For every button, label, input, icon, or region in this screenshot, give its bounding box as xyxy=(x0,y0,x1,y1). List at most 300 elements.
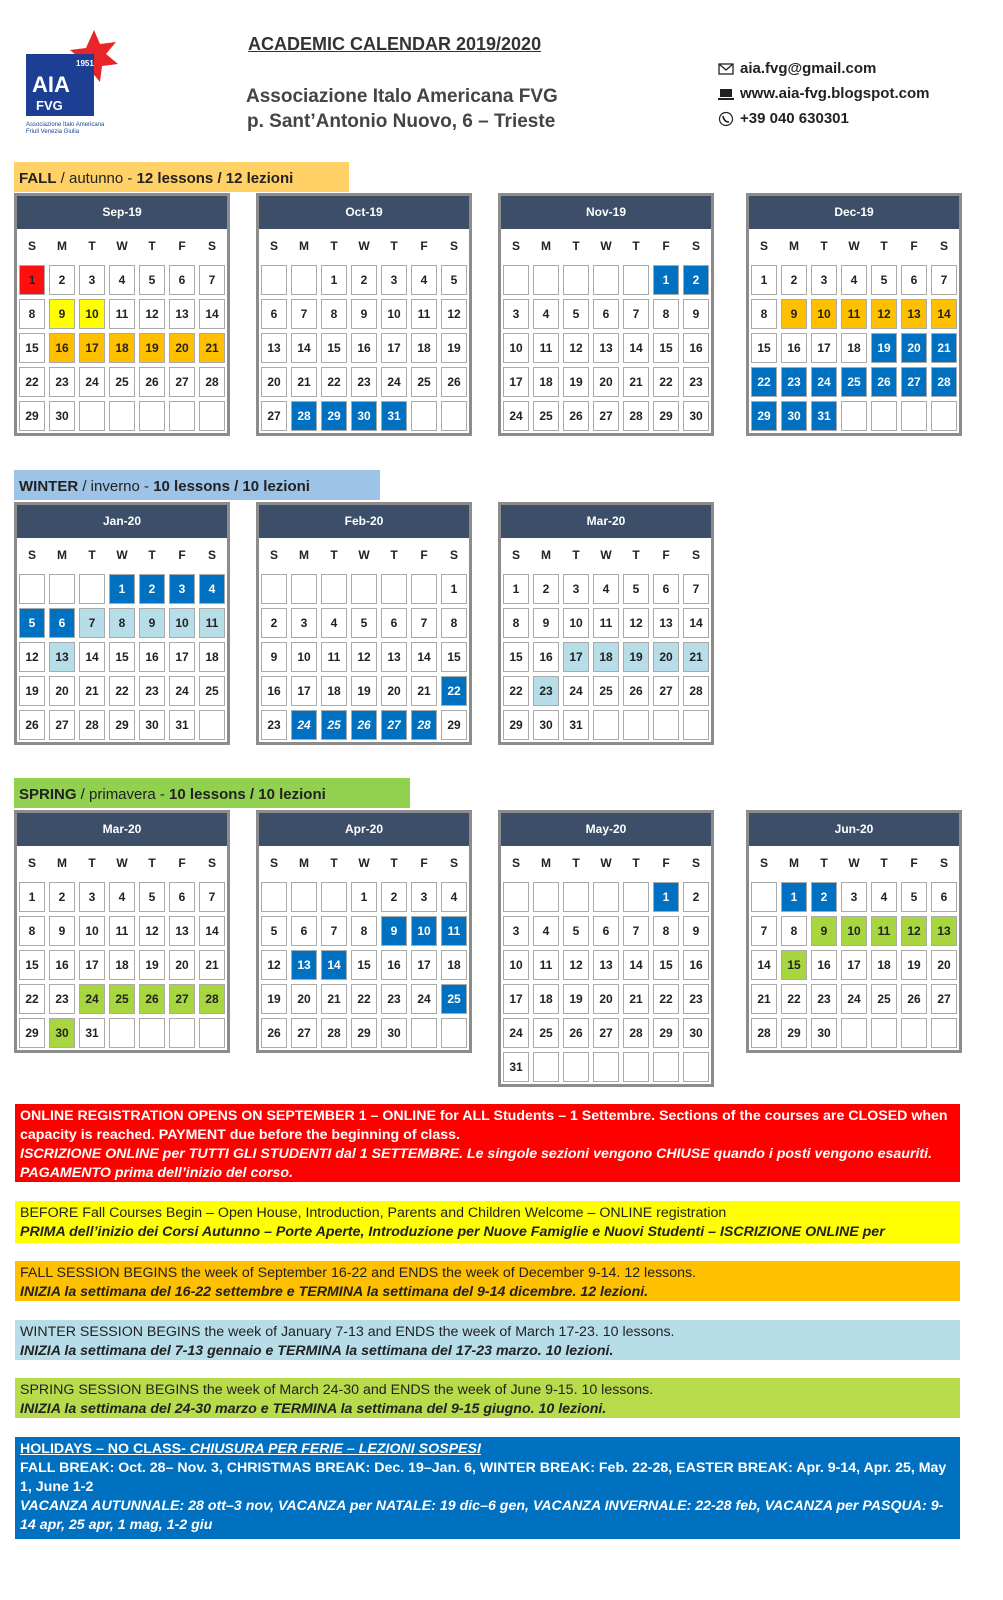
season-bar-spring: SPRING / primavera - 10 lessons / 10 lezioni xyxy=(14,778,410,808)
day-cell: 31 xyxy=(379,399,409,433)
envelope-icon xyxy=(718,61,734,77)
day-of-week-header: S xyxy=(759,239,768,253)
day-cell: 2 xyxy=(259,606,289,640)
day-cell: 28 xyxy=(929,365,959,399)
day-cell: 23 xyxy=(379,982,409,1016)
day-of-week-header: T xyxy=(632,239,640,253)
day-cell: 8 xyxy=(651,297,681,331)
day-cell: 1 xyxy=(319,263,349,297)
day-cell: 19 xyxy=(17,674,47,708)
day-cell: 12 xyxy=(899,914,929,948)
empty-day-cell xyxy=(531,263,561,297)
month-table-mar-20 xyxy=(498,502,714,745)
day-cell: 26 xyxy=(349,708,379,742)
empty-day-cell xyxy=(839,1016,869,1050)
day-cell: 12 xyxy=(137,297,167,331)
day-of-week-header: T xyxy=(148,239,156,253)
day-of-week-header: T xyxy=(330,548,338,562)
day-cell: 16 xyxy=(259,674,289,708)
day-cell: 4 xyxy=(869,880,899,914)
empty-day-cell xyxy=(899,1016,929,1050)
day-cell: 5 xyxy=(899,880,929,914)
day-of-week-header: M xyxy=(57,856,67,870)
day-cell: 18 xyxy=(869,948,899,982)
day-cell: 27 xyxy=(47,708,77,742)
day-cell: 17 xyxy=(167,640,197,674)
day-cell: 21 xyxy=(621,365,651,399)
day-of-week-header: M xyxy=(541,856,551,870)
day-cell: 7 xyxy=(621,914,651,948)
day-cell: 4 xyxy=(409,263,439,297)
day-of-week-header: T xyxy=(632,548,640,562)
day-cell: 30 xyxy=(809,1016,839,1050)
svg-text:Friuli Venezia Giulia: Friuli Venezia Giulia xyxy=(26,129,80,134)
day-cell: 26 xyxy=(869,365,899,399)
day-cell: 23 xyxy=(681,365,711,399)
empty-day-cell xyxy=(621,880,651,914)
day-cell: 21 xyxy=(197,331,227,365)
empty-day-cell xyxy=(167,1016,197,1050)
day-cell: 11 xyxy=(197,606,227,640)
day-cell: 5 xyxy=(349,606,379,640)
day-of-week-header: S xyxy=(449,856,458,870)
day-of-week-header: S xyxy=(691,856,700,870)
day-cell: 17 xyxy=(77,331,107,365)
day-cell: 9 xyxy=(379,914,409,948)
day-cell: 15 xyxy=(17,948,47,982)
day-cell: 23 xyxy=(779,365,809,399)
day-cell: 4 xyxy=(839,263,869,297)
day-cell: 17 xyxy=(289,674,319,708)
day-of-week-header: T xyxy=(390,548,398,562)
day-cell: 7 xyxy=(197,263,227,297)
empty-day-cell xyxy=(869,399,899,433)
day-cell: 17 xyxy=(379,331,409,365)
empty-day-cell xyxy=(531,1050,561,1084)
day-cell: 15 xyxy=(651,948,681,982)
day-cell: 27 xyxy=(167,982,197,1016)
day-cell: 10 xyxy=(409,914,439,948)
month-title: Oct-19 xyxy=(259,196,469,229)
day-cell: 12 xyxy=(137,914,167,948)
day-cell: 2 xyxy=(47,263,77,297)
day-cell: 21 xyxy=(749,982,779,1016)
day-cell: 27 xyxy=(167,365,197,399)
day-of-week-header: T xyxy=(330,239,338,253)
day-of-week-header: F xyxy=(910,856,918,870)
note-registration-it: ISCRIZIONE ONLINE per TUTTI GLI STUDENTI dal 1 SETTEMBRE. Le singole sezioni vengono CHIUSE quando i posti vengono esauriti. PAGAMENTO prima dell’inizio del corso. xyxy=(20,1146,933,1181)
day-cell: 6 xyxy=(289,914,319,948)
day-cell: 8 xyxy=(439,606,469,640)
day-cell: 14 xyxy=(681,606,711,640)
day-cell: 21 xyxy=(681,640,711,674)
day-cell: 27 xyxy=(259,399,289,433)
day-cell: 15 xyxy=(501,640,531,674)
day-cell: 8 xyxy=(17,297,47,331)
empty-day-cell xyxy=(77,572,107,606)
day-cell: 9 xyxy=(47,914,77,948)
day-cell: 28 xyxy=(197,982,227,1016)
day-cell: 20 xyxy=(167,948,197,982)
empty-day-cell xyxy=(561,263,591,297)
month-table-oct-19 xyxy=(256,193,472,436)
day-cell: 7 xyxy=(929,263,959,297)
day-cell: 21 xyxy=(929,331,959,365)
day-cell: 7 xyxy=(749,914,779,948)
empty-day-cell xyxy=(651,708,681,742)
day-cell: 9 xyxy=(137,606,167,640)
month-title: Mar-20 xyxy=(17,813,227,846)
day-cell: 29 xyxy=(17,399,47,433)
note-fall-session-it: INIZIA la settimana del 16-22 settembre e TERMINA la settimana del 9-14 dicembre. 12 lezioni. xyxy=(20,1284,649,1300)
month-title: Dec-19 xyxy=(749,196,959,229)
empty-day-cell xyxy=(439,1016,469,1050)
day-cell: 30 xyxy=(137,708,167,742)
day-cell: 24 xyxy=(501,399,531,433)
page-title: ACADEMIC CALENDAR 2019/2020 xyxy=(248,34,542,54)
day-cell: 8 xyxy=(749,297,779,331)
day-cell: 30 xyxy=(47,1016,77,1050)
day-of-week-header: F xyxy=(420,548,428,562)
day-cell: 22 xyxy=(17,365,47,399)
day-cell: 11 xyxy=(839,297,869,331)
day-cell: 28 xyxy=(681,674,711,708)
day-cell: 20 xyxy=(651,640,681,674)
day-cell: 4 xyxy=(319,606,349,640)
day-of-week-header: T xyxy=(390,239,398,253)
contact-email[interactable] xyxy=(718,60,876,77)
day-cell: 3 xyxy=(77,263,107,297)
day-of-week-header: S xyxy=(27,239,36,253)
day-cell: 14 xyxy=(929,297,959,331)
day-cell: 13 xyxy=(899,297,929,331)
day-cell: 10 xyxy=(839,914,869,948)
day-cell: 27 xyxy=(289,1016,319,1050)
day-of-week-header: F xyxy=(178,548,186,562)
day-of-week-header: W xyxy=(358,239,370,253)
day-cell: 19 xyxy=(561,365,591,399)
empty-day-cell xyxy=(107,1016,137,1050)
contact-phone[interactable] xyxy=(718,110,849,127)
day-cell: 16 xyxy=(379,948,409,982)
day-cell: 20 xyxy=(167,331,197,365)
day-cell: 4 xyxy=(531,914,561,948)
empty-day-cell xyxy=(409,399,439,433)
day-cell: 28 xyxy=(77,708,107,742)
empty-day-cell xyxy=(409,572,439,606)
day-of-week-header: T xyxy=(572,548,580,562)
month-title: Mar-20 xyxy=(501,505,711,538)
email-text: aia.fvg@gmail.com xyxy=(740,60,877,77)
day-cell: 20 xyxy=(899,331,929,365)
day-cell: 4 xyxy=(531,297,561,331)
day-cell: 5 xyxy=(561,297,591,331)
day-cell: 23 xyxy=(349,365,379,399)
day-cell: 25 xyxy=(197,674,227,708)
day-cell: 7 xyxy=(409,606,439,640)
day-cell: 25 xyxy=(107,365,137,399)
day-of-week-header: T xyxy=(390,856,398,870)
day-cell: 1 xyxy=(17,263,47,297)
day-cell: 11 xyxy=(319,640,349,674)
day-of-week-header: T xyxy=(820,239,828,253)
day-of-week-header: T xyxy=(632,856,640,870)
day-cell: 15 xyxy=(17,331,47,365)
day-of-week-header: M xyxy=(789,856,799,870)
day-of-week-header: F xyxy=(178,239,186,253)
day-cell: 7 xyxy=(77,606,107,640)
holidays-en: FALL BREAK: Oct. 28– Nov. 3, CHRISTMAS BREAK: Dec. 19–Jan. 6, WINTER BREAK: Feb. 22-28, EASTER BREAK: Apr. 9-14, Apr. 25, May 1, June 1-2 xyxy=(20,1460,947,1495)
day-cell: 27 xyxy=(929,982,959,1016)
month-table-feb-20 xyxy=(256,502,472,745)
svg-text:AIA: AIA xyxy=(32,72,70,97)
empty-day-cell xyxy=(681,1050,711,1084)
day-of-week-header: W xyxy=(116,239,128,253)
day-cell: 3 xyxy=(501,914,531,948)
day-cell: 4 xyxy=(591,572,621,606)
day-cell: 22 xyxy=(439,674,469,708)
day-cell: 17 xyxy=(501,982,531,1016)
month-title: Feb-20 xyxy=(259,505,469,538)
day-cell: 2 xyxy=(47,880,77,914)
day-cell: 20 xyxy=(259,365,289,399)
day-cell: 30 xyxy=(681,399,711,433)
day-cell: 26 xyxy=(137,982,167,1016)
day-cell: 1 xyxy=(501,572,531,606)
day-cell: 4 xyxy=(197,572,227,606)
day-cell: 18 xyxy=(531,365,561,399)
day-cell: 25 xyxy=(869,982,899,1016)
note-fall-session-en: FALL SESSION BEGINS the week of September 16-22 and ENDS the week of December 9-14. 12 lessons. xyxy=(20,1265,697,1281)
note-spring-session xyxy=(15,1378,960,1418)
day-cell: 8 xyxy=(349,914,379,948)
empty-day-cell xyxy=(591,263,621,297)
day-cell: 16 xyxy=(137,640,167,674)
day-cell: 29 xyxy=(349,1016,379,1050)
note-open-house xyxy=(15,1201,960,1243)
day-cell: 10 xyxy=(77,914,107,948)
day-cell: 11 xyxy=(531,948,561,982)
day-of-week-header: M xyxy=(541,239,551,253)
contact-website[interactable] xyxy=(718,85,929,102)
day-cell: 1 xyxy=(349,880,379,914)
month-title: Nov-19 xyxy=(501,196,711,229)
day-cell: 30 xyxy=(349,399,379,433)
day-cell: 23 xyxy=(259,708,289,742)
day-cell: 1 xyxy=(749,263,779,297)
day-cell: 15 xyxy=(439,640,469,674)
day-cell: 12 xyxy=(349,640,379,674)
day-cell: 29 xyxy=(107,708,137,742)
day-of-week-header: S xyxy=(691,548,700,562)
note-winter-session-it: INIZIA la settimana del 7-13 gennaio e TERMINA la settimana del 17-23 marzo. 10 lezioni. xyxy=(20,1343,614,1359)
day-of-week-header: M xyxy=(57,548,67,562)
day-cell: 16 xyxy=(47,331,77,365)
day-of-week-header: M xyxy=(57,239,67,253)
day-of-week-header: W xyxy=(600,548,612,562)
day-of-week-header: W xyxy=(848,856,860,870)
day-cell: 25 xyxy=(531,399,561,433)
day-cell: 31 xyxy=(561,708,591,742)
note-open-house-en: BEFORE Fall Courses Begin – Open House, Introduction, Parents and Children Welcome – ONLINE registration xyxy=(20,1205,727,1221)
day-cell: 5 xyxy=(137,263,167,297)
note-registration xyxy=(15,1104,960,1182)
day-cell: 29 xyxy=(779,1016,809,1050)
day-cell: 19 xyxy=(349,674,379,708)
holidays-it: VACANZA AUTUNNALE: 28 ott–3 nov, VACANZA per NATALE: 19 dic–6 gen, VACANZA INVERNALE: 22-28 feb, VACANZA per PASQUA: 9-14 apr, 25 apr, 1 mag, 1-2 giu xyxy=(20,1498,944,1533)
day-cell: 5 xyxy=(17,606,47,640)
day-cell: 29 xyxy=(749,399,779,433)
day-cell: 24 xyxy=(501,1016,531,1050)
phone-icon xyxy=(718,111,734,127)
day-of-week-header: T xyxy=(880,239,888,253)
day-cell: 19 xyxy=(899,948,929,982)
note-spring-session-en: SPRING SESSION BEGINS the week of March 24-30 and ENDS the week of June 9-15. 10 lessons. xyxy=(20,1382,654,1398)
day-of-week-header: S xyxy=(511,856,520,870)
day-cell: 6 xyxy=(167,263,197,297)
day-cell: 13 xyxy=(929,914,959,948)
day-cell: 1 xyxy=(107,572,137,606)
svg-text:FVG: FVG xyxy=(36,98,63,113)
day-of-week-header: T xyxy=(148,856,156,870)
day-cell: 15 xyxy=(107,640,137,674)
day-cell: 13 xyxy=(651,606,681,640)
day-cell: 25 xyxy=(439,982,469,1016)
day-cell: 31 xyxy=(77,1016,107,1050)
day-cell: 20 xyxy=(929,948,959,982)
day-cell: 23 xyxy=(809,982,839,1016)
day-cell: 19 xyxy=(621,640,651,674)
month-table-nov-19 xyxy=(498,193,714,436)
day-cell: 6 xyxy=(591,914,621,948)
day-cell: 24 xyxy=(809,365,839,399)
day-cell: 22 xyxy=(749,365,779,399)
day-cell: 9 xyxy=(681,297,711,331)
day-cell: 17 xyxy=(409,948,439,982)
day-cell: 12 xyxy=(869,297,899,331)
day-cell: 9 xyxy=(809,914,839,948)
day-cell: 23 xyxy=(137,674,167,708)
empty-day-cell xyxy=(17,572,47,606)
day-cell: 12 xyxy=(439,297,469,331)
empty-day-cell xyxy=(259,263,289,297)
day-cell: 8 xyxy=(319,297,349,331)
day-cell: 14 xyxy=(319,948,349,982)
day-cell: 16 xyxy=(809,948,839,982)
day-cell: 25 xyxy=(591,674,621,708)
day-cell: 13 xyxy=(289,948,319,982)
day-cell: 9 xyxy=(681,914,711,948)
empty-day-cell xyxy=(561,880,591,914)
note-holidays xyxy=(15,1437,960,1539)
day-cell: 3 xyxy=(77,880,107,914)
day-cell: 17 xyxy=(77,948,107,982)
empty-day-cell xyxy=(409,1016,439,1050)
day-cell: 9 xyxy=(349,297,379,331)
day-of-week-header: F xyxy=(662,239,670,253)
day-cell: 11 xyxy=(107,914,137,948)
empty-day-cell xyxy=(439,399,469,433)
day-of-week-header: M xyxy=(789,239,799,253)
day-cell: 12 xyxy=(17,640,47,674)
month-title: Jan-20 xyxy=(17,505,227,538)
day-cell: 24 xyxy=(379,365,409,399)
day-of-week-header: S xyxy=(269,856,278,870)
day-cell: 5 xyxy=(869,263,899,297)
day-cell: 10 xyxy=(501,331,531,365)
day-cell: 2 xyxy=(681,263,711,297)
day-cell: 28 xyxy=(621,399,651,433)
day-of-week-header: F xyxy=(420,239,428,253)
note-registration-en: ONLINE REGISTRATION OPENS ON SEPTEMBER 1 – ONLINE for ALL Students – 1 Settembre. Sections of the courses are CLOSED when capacity is reached. PAYMENT due before the beginning of class. xyxy=(20,1108,948,1143)
empty-day-cell xyxy=(621,263,651,297)
day-cell: 21 xyxy=(289,365,319,399)
day-cell: 4 xyxy=(107,880,137,914)
day-of-week-header: T xyxy=(88,856,96,870)
day-cell: 15 xyxy=(749,331,779,365)
day-of-week-header: S xyxy=(207,856,216,870)
day-cell: 29 xyxy=(501,708,531,742)
month-table-may-20 xyxy=(498,810,714,1087)
day-cell: 18 xyxy=(409,331,439,365)
day-of-week-header: S xyxy=(207,239,216,253)
day-cell: 26 xyxy=(621,674,651,708)
day-cell: 1 xyxy=(651,880,681,914)
day-cell: 12 xyxy=(561,331,591,365)
day-cell: 2 xyxy=(349,263,379,297)
day-cell: 13 xyxy=(167,914,197,948)
day-cell: 11 xyxy=(869,914,899,948)
day-cell: 13 xyxy=(379,640,409,674)
day-of-week-header: F xyxy=(662,856,670,870)
day-of-week-header: T xyxy=(572,856,580,870)
day-of-week-header: S xyxy=(759,856,768,870)
season-bar-fall: FALL / autunno - 12 lessons / 12 lezioni xyxy=(14,162,349,192)
day-cell: 19 xyxy=(137,948,167,982)
day-cell: 10 xyxy=(289,640,319,674)
day-cell: 11 xyxy=(409,297,439,331)
day-cell: 8 xyxy=(107,606,137,640)
empty-day-cell xyxy=(289,572,319,606)
day-cell: 19 xyxy=(869,331,899,365)
empty-day-cell xyxy=(501,263,531,297)
day-cell: 24 xyxy=(77,982,107,1016)
day-cell: 3 xyxy=(379,263,409,297)
day-cell: 9 xyxy=(47,297,77,331)
day-cell: 25 xyxy=(319,708,349,742)
empty-day-cell xyxy=(869,1016,899,1050)
empty-day-cell xyxy=(651,1050,681,1084)
day-cell: 12 xyxy=(621,606,651,640)
day-cell: 5 xyxy=(137,880,167,914)
day-cell: 14 xyxy=(621,948,651,982)
svg-text:Associazione Italo Americana: Associazione Italo Americana xyxy=(26,122,105,128)
day-cell: 19 xyxy=(259,982,289,1016)
day-cell: 5 xyxy=(439,263,469,297)
note-spring-session-it: INIZIA la settimana del 24-30 marzo e TERMINA la settimana del 9-15 giugno. 10 lezioni. xyxy=(20,1401,607,1417)
holidays-title: HOLIDAYS – NO CLASS- CHIUSURA PER FERIE – LEZIONI SOSPESI xyxy=(20,1441,481,1457)
day-cell: 28 xyxy=(289,399,319,433)
day-cell: 12 xyxy=(561,948,591,982)
day-cell: 4 xyxy=(439,880,469,914)
day-cell: 24 xyxy=(167,674,197,708)
day-cell: 28 xyxy=(409,708,439,742)
phone-text: +39 040 630301 xyxy=(740,110,849,127)
day-cell: 21 xyxy=(197,948,227,982)
day-of-week-header: M xyxy=(299,856,309,870)
day-cell: 2 xyxy=(379,880,409,914)
day-cell: 27 xyxy=(899,365,929,399)
